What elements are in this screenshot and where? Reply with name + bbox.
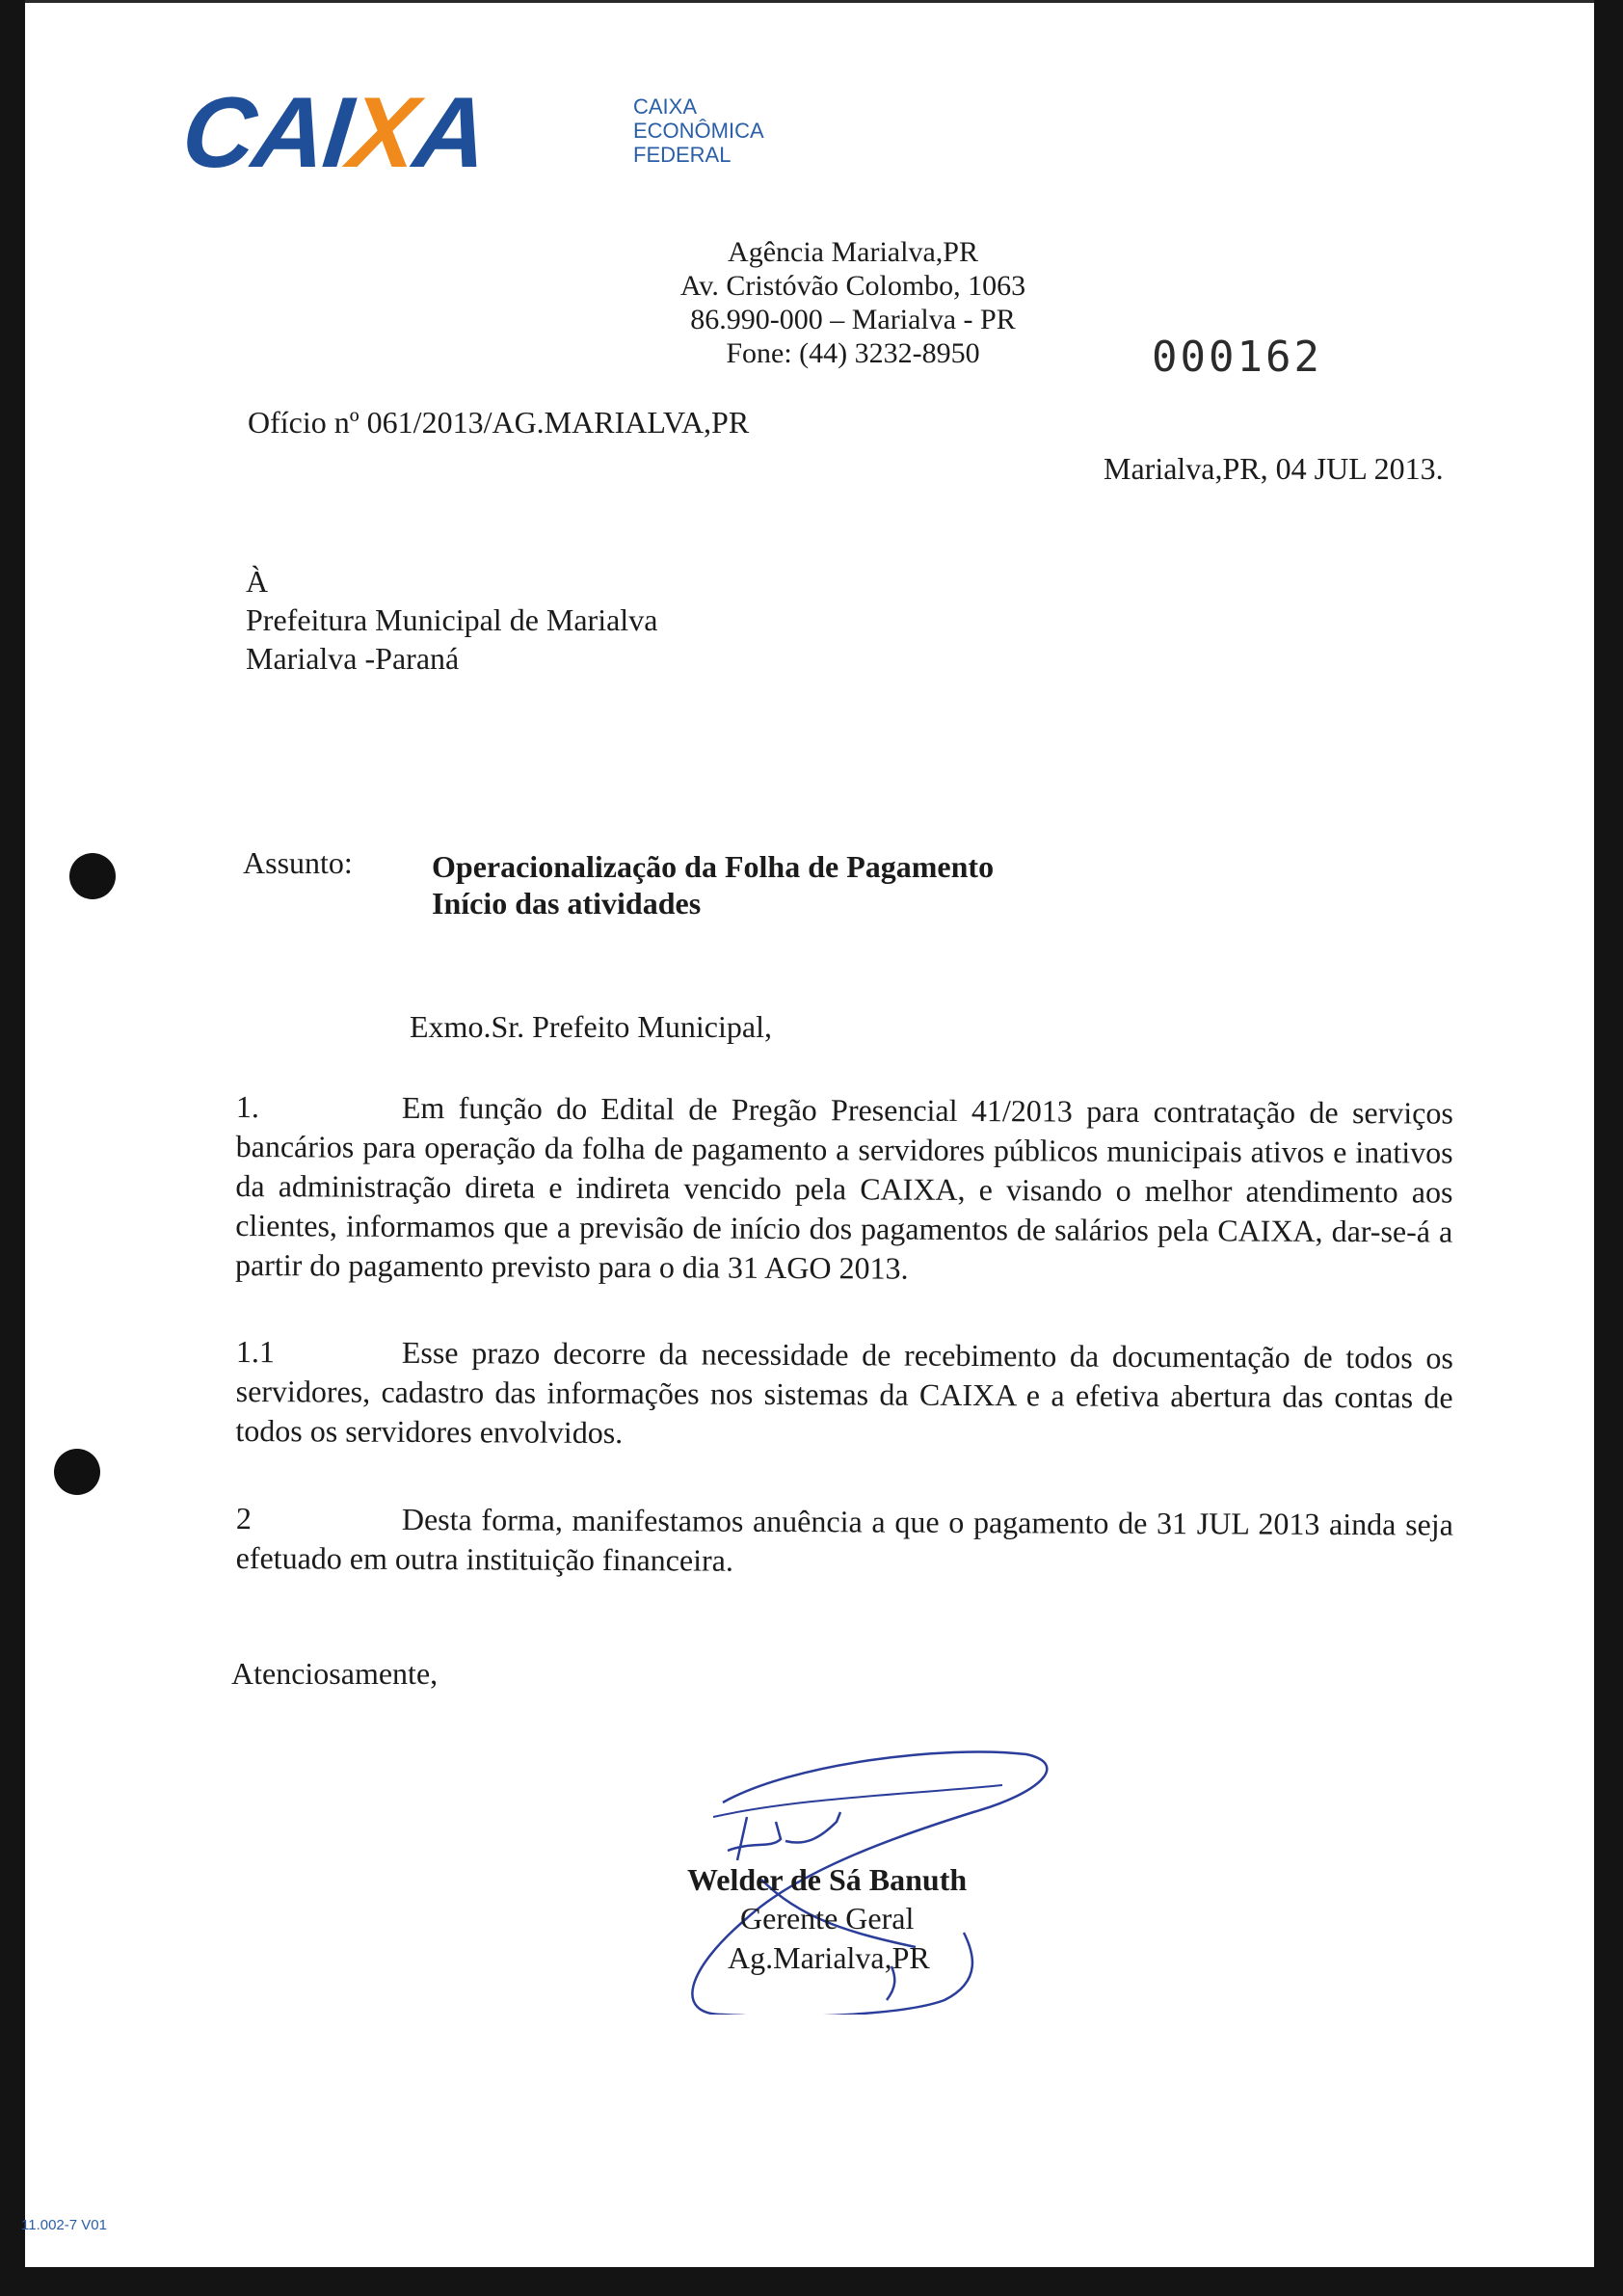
form-code: 11.002-7 V01 (21, 2217, 107, 2233)
paragraph-number: 2 (235, 1501, 252, 1536)
logo-caption-line2: ECONÔMICA (633, 119, 764, 143)
addressee (246, 562, 657, 678)
agency-address (626, 235, 1079, 370)
punch-hole-upper (69, 853, 116, 899)
subject-text (432, 848, 994, 921)
subject-line1: Operacionalização da Folha de Pagamento (432, 849, 995, 884)
closing: Atenciosamente, (231, 1656, 439, 1691)
logo-x-mark: X (344, 77, 421, 189)
logo-caption (633, 94, 764, 167)
date-line: Marialva,PR, 04 JUL 2013. (1104, 451, 1444, 486)
salutation: Exmo.Sr. Prefeito Municipal, (410, 1009, 772, 1044)
paragraph-text: Desta forma, manifestamos anuência a que o pagamento de 31 JUL 2013 ainda seja efetuado em outra instituição financeira. (235, 1501, 1453, 1578)
agency-postal: 86.990-000 – Marialva - PR (690, 304, 1016, 335)
paragraph-1 (235, 1087, 1453, 1292)
paragraph-text: Esse prazo decorre da necessidade de recebimento da documentação de todos os servidores, cadastro das informações nos sistemas da CAIXA e a efetiva abertura das contas de todos os servidores envolvidos. (235, 1334, 1453, 1451)
subject-line2: Início das atividades (432, 886, 702, 921)
paragraph-text: Em função do Edital de Pregão Presencial 41/2013 para contratação de serviços bancários para operação da folha de pagamento a servidores públicos municipais ativos e inativos da administração direta e indireta vencido pela CAIXA, e visando o melhor atendimento aos clientes, informamos que a previsão de início dos pagamentos de salários pela CAIXA, dar-se-á a partir do pagamento previsto para o dia 31 AGO 2013. (234, 1089, 1453, 1286)
oficio-reference: Ofício nº 061/2013/AG.MARIALVA,PR (248, 405, 750, 440)
signatory-title: Gerente Geral (740, 1901, 915, 1936)
logo-caption-line1: CAIXA (633, 94, 698, 119)
addressee-line3: Marialva -Paraná (246, 641, 460, 676)
scan-edge-bottom (0, 2267, 1623, 2296)
agency-phone: Fone: (44) 3232-8950 (726, 337, 980, 369)
paragraph-2 (236, 1499, 1453, 1585)
signatory-branch: Ag.Marialva,PR (728, 1940, 930, 1975)
scan-edge-left (0, 0, 25, 2296)
stamp-number: 000162 (1152, 333, 1322, 382)
caixa-logo (176, 77, 492, 189)
punch-hole-lower (54, 1449, 100, 1495)
scan-edge-right (1594, 0, 1623, 2296)
logo-text-part1: CAI (176, 77, 357, 189)
logo-text-part2: A (409, 77, 492, 189)
subject-label: Assunto: (243, 845, 353, 880)
logo-caption-line3: FEDERAL (633, 143, 732, 167)
addressee-line2: Prefeitura Municipal de Marialva (246, 602, 658, 637)
scan-edge-top (0, 0, 1623, 3)
agency-street: Av. Cristóvão Colombo, 1063 (679, 270, 1026, 302)
addressee-line1: À (246, 564, 269, 599)
paragraph-number: 1. (235, 1089, 259, 1125)
paragraph-number: 1.1 (235, 1334, 275, 1370)
signatory-name: Welder de Sá Banuth (687, 1862, 968, 1897)
agency-name: Agência Marialva,PR (728, 236, 978, 268)
paragraph-1-1 (235, 1332, 1453, 1457)
